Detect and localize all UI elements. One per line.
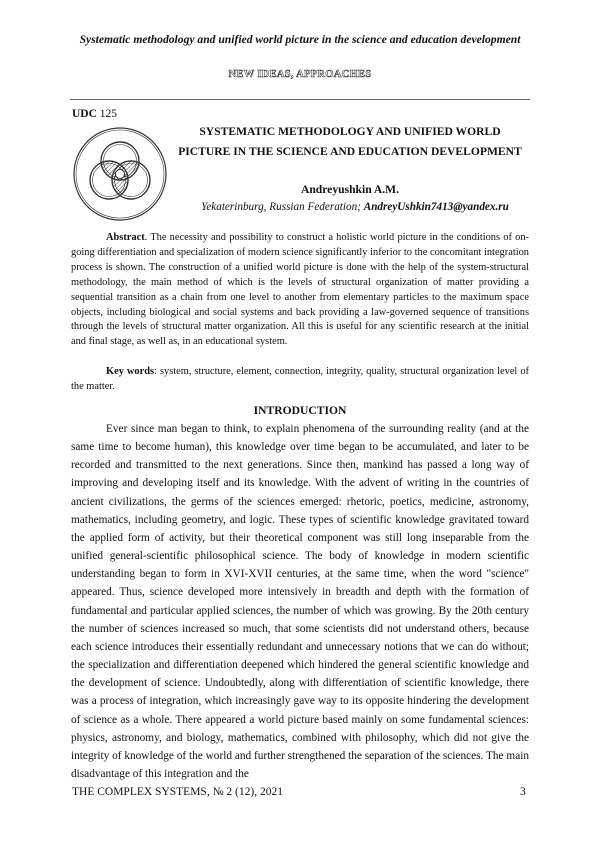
article-title: SYSTEMATIC METHODOLOGY AND UNIFIED WORLD PICTURE IN THE SCIENCE AND EDUCATION DEVELOPMENT [178, 125, 522, 158]
introduction-body: Ever since man began to think, to explain phenomena of the surrounding reality (and at the same time to become human), this knowledge over time began to be accumulated, and later to be recorded and transmitted to the next generations. Since then, mankind has passed a long way of improving and developing itself and its knowledge. With the advent of writing in the countries of ancient civilizations, the germs of the sciences emerged: rhetoric, poetics, medicine, astronomy, mathematics, including geometry, and logic. These types of scientific knowledge gravitated toward the applied form of activity, but their theoretical component was still long inseparable from the unified general-scientific philosophical science. The body of knowledge in modern scientific understanding began to form in XVI-XVII centuries, at the same time, when the word "science" appeared. Thus, science developed more intensively in breadth and depth with the formation of fundamental and particular applied sciences, the number of which was growing. By the 20th century the number of sciences increased so much, that some scientists did not understand others, because each science introduces their essentially redundant and unnecessary notions that we can do without; the specialization and differentiation deepened which hindered the general scientific knowledge and the development of science. Undoubtedly, along with differentiation of scientific knowledge, there was a process of integration, which increasingly gave way to its opposite hindering the development of science as a whole. There appeared a world picture based mainly on some fundamental sciences: physics, astronomy, and biology, mathematics, combined with philosophy, which did not give the integrity of knowledge of the world and further strengthened the separation of the sciences. The main disadvantage of this integration and the [71, 423, 529, 780]
introduction-heading: INTRODUCTION [253, 404, 347, 417]
author-location: Yekaterinburg, Russian Federation; [201, 201, 361, 213]
author-affiliation [150, 201, 560, 213]
keywords [71, 365, 529, 395]
header-divider [70, 99, 530, 100]
udc-label: UDC [72, 108, 97, 120]
abstract-label: Abstract [106, 232, 145, 243]
abstract [71, 231, 529, 350]
abstract-text: . The necessity and possibility to construct a holistic world picture in the conditions of on-going differentiation and specialization of modern science significantly inferior to the concomitant integration process is shown. The construction of a unified world picture is done with the help of the system-structural methodology, the main method of which is the levels of structural organization of matter providing a sequential transition as a chain from one level to another from elementary particles to the maximum space objects, including biological and social systems and back providing a law-governed sequence of transitions through the levels of structural matter organization. All this is useful for any scientific research at the initial and final stage, as well as, in an educational system. [71, 232, 529, 348]
author-email: AndreyUshkin7413@yandex.ru [363, 201, 509, 213]
keywords-label: Key words [106, 366, 155, 377]
running-header: Systematic methodology and unified world picture in the science and education development [79, 33, 521, 46]
footer-page-number: 3 [520, 786, 526, 798]
udc-line [72, 108, 117, 120]
keywords-text: : system, structure, element, connection, integrity, quality, structural organization level of the matter. [71, 366, 529, 392]
footer-journal: THE COMPLEX SYSTEMS, № 2 (12), 2021 [72, 786, 283, 798]
author-name: Andreyushkin A.M. [300, 183, 400, 196]
udc-value: 125 [99, 108, 118, 120]
section-label: NEW IDEAS, APPROACHES [228, 69, 372, 80]
